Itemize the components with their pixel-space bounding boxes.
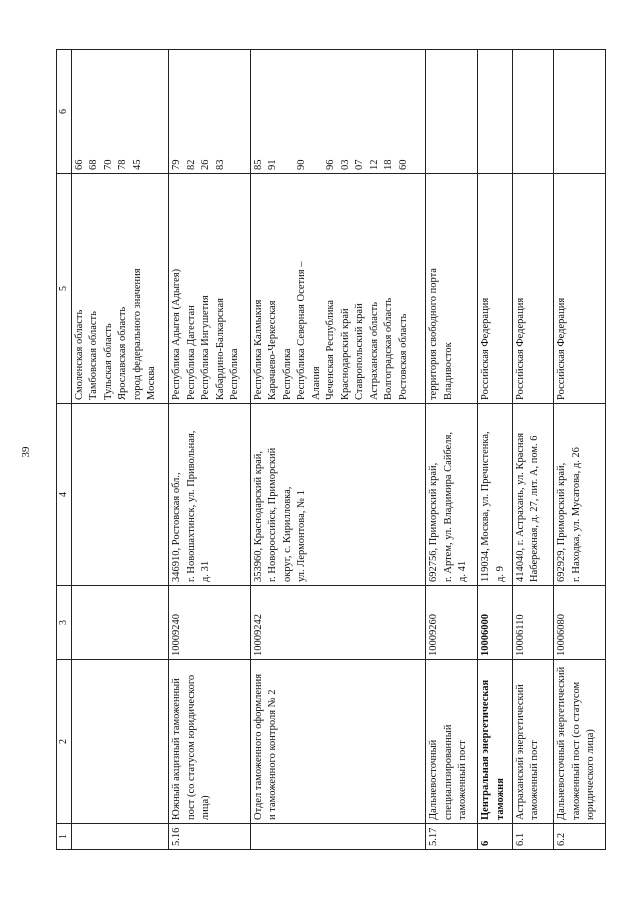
region-codes-cell [72, 50, 169, 174]
name-cell [512, 660, 553, 824]
address-line: д. 31 [200, 560, 212, 582]
region-codes-cell [169, 50, 251, 174]
region-code: 78 [117, 159, 129, 170]
name-line: и таможенного контроля № 2 [267, 689, 279, 820]
name-cell [169, 660, 251, 824]
header-row [57, 50, 72, 850]
address-line: г. Находка, ул. Мусатова, д. 26 [570, 447, 582, 582]
row-number: 5.17 [428, 827, 440, 846]
customs-code: 10009242 [252, 614, 264, 656]
code-cell [250, 586, 426, 660]
name-line: пост (со статусом юридического [185, 674, 197, 820]
row-number: 5.16 [171, 827, 183, 846]
name-cell [426, 660, 478, 824]
region-name: Республика Калмыкия [252, 299, 264, 400]
table-row [250, 50, 426, 850]
region-code: 83 [214, 159, 226, 170]
region-name: Республика Дагестан [185, 305, 197, 400]
region-code: 60 [397, 159, 409, 170]
address-cell [512, 404, 553, 586]
regions-cell [426, 174, 478, 404]
address-line: г. Новороссийск, Приморский [267, 447, 279, 582]
address-line: 353960, Краснодарский край, [252, 450, 264, 582]
address-cell [426, 404, 478, 586]
region-codes-cell [426, 50, 478, 174]
region-code: 18 [383, 159, 395, 170]
row-number: 6.1 [514, 832, 526, 846]
region-name: Республика Северная Осетия – [296, 261, 308, 400]
row-number-cell [169, 824, 251, 850]
address-cell [554, 404, 606, 586]
row-number-cell [478, 824, 513, 850]
region-code: 85 [252, 159, 264, 170]
region-code [145, 53, 159, 170]
address-cell [478, 404, 513, 586]
customs-table-rotated [56, 50, 606, 850]
address-line: г. Новошахтинск, ул. Привольная, [185, 430, 197, 582]
customs-code: 10009260 [428, 614, 440, 656]
address-line: д. 9 [494, 566, 506, 582]
region-code: 07 [354, 159, 366, 170]
name-line: таможенный пост [529, 740, 541, 820]
address-cell [250, 404, 426, 586]
header-col-6: 6 [57, 50, 72, 174]
region-name: Ярославская область [117, 306, 129, 400]
region-code: 03 [339, 159, 351, 170]
region-codes-cell [512, 50, 553, 174]
region-name: Республика Ингушетия [200, 295, 212, 400]
customs-code: 10006110 [514, 614, 526, 656]
regions-cell [72, 174, 169, 404]
region-code [228, 53, 242, 170]
name-line: специализированный [442, 724, 454, 820]
address-line: 692756, Приморский край, [428, 462, 440, 582]
code-cell [72, 586, 169, 660]
row-number-cell [426, 824, 478, 850]
region-name: Кабардино-Балкарская [214, 298, 226, 400]
page-number: 39 [20, 446, 32, 458]
address-line: 692929, Приморский край, [556, 462, 568, 582]
region-name: Российская Федерация [480, 297, 492, 400]
name-line: таможенный пост [457, 740, 469, 820]
region-name: Карачаево-Черкесская [267, 300, 279, 400]
region-name: город федерального значения [131, 268, 143, 400]
name-line: Южный акцизный таможенный [171, 678, 183, 820]
regions-cell [169, 174, 251, 404]
customs-code: 10006080 [556, 614, 568, 656]
code-cell [512, 586, 553, 660]
header-col-5: 5 [57, 174, 72, 404]
region-code: 68 [88, 159, 100, 170]
name-cell [250, 660, 426, 824]
table-row [169, 50, 251, 850]
region-code: 45 [131, 159, 143, 170]
code-cell [478, 586, 513, 660]
address-cell [72, 404, 169, 586]
region-name: Астраханская область [368, 302, 380, 400]
row-number: 6.2 [556, 832, 568, 846]
region-name: Ставропольский край [354, 303, 366, 400]
regions-cell [554, 174, 606, 404]
region-code: 96 [325, 159, 337, 170]
region-name: Республика Адыгея (Адыгея) [171, 268, 183, 400]
header-col-1: 1 [57, 824, 72, 850]
table-body [72, 50, 606, 850]
region-codes-cell [250, 50, 426, 174]
code-cell [169, 586, 251, 660]
name-line: Дальневосточный энергетический [556, 666, 568, 820]
region-codes-cell [554, 50, 606, 174]
row-number-cell [72, 824, 169, 850]
table-row [512, 50, 553, 850]
region-name: Российская Федерация [556, 297, 568, 400]
regions-cell [512, 174, 553, 404]
region-name: Ростовская область [397, 313, 409, 400]
region-code [310, 53, 324, 170]
table-row [426, 50, 478, 850]
region-name: Тамбовская область [88, 311, 100, 400]
name-line: таможенный пост (со статусом [570, 681, 582, 820]
region-name: Республика [229, 348, 241, 400]
region-code: 26 [200, 159, 212, 170]
address-cell [169, 404, 251, 586]
name-cell [478, 660, 513, 824]
name-line: Дальневосточный [428, 739, 440, 820]
row-number-cell [512, 824, 553, 850]
name-line: Астраханский энергетический [514, 684, 526, 820]
address-line: г. Артем, ул. Владимира Сайбеля, [442, 432, 454, 582]
table-row [478, 50, 513, 850]
regions-cell [250, 174, 426, 404]
region-name: территория свободного порта [428, 268, 440, 400]
code-cell [426, 586, 478, 660]
address-line: 346910, Ростовская обл., [171, 472, 183, 582]
region-name: Республика [281, 348, 293, 400]
customs-code: 10009240 [171, 614, 183, 656]
name-line: лица) [200, 795, 212, 820]
header-col-3: 3 [57, 586, 72, 660]
region-name: Москва [146, 366, 158, 400]
name-line: таможня [494, 778, 506, 820]
header-col-2: 2 [57, 660, 72, 824]
table-row [72, 50, 169, 850]
region-code: 12 [368, 159, 380, 170]
region-code: 90 [296, 159, 308, 170]
name-line: юридического лица) [584, 729, 596, 820]
header-col-4: 4 [57, 404, 72, 586]
region-code: 79 [171, 159, 183, 170]
table-row [554, 50, 606, 850]
row-number: 6 [480, 840, 492, 846]
address-line: ул. Лермонтова, № 1 [296, 490, 308, 582]
address-line: д. 41 [457, 560, 469, 582]
region-name: Волгоградская область [383, 297, 395, 400]
region-name: Чеченская Республика [325, 299, 337, 400]
region-code: 70 [102, 159, 114, 170]
address-line: округ, с. Кирилловка, [281, 486, 293, 582]
region-name: Смоленская область [74, 309, 85, 400]
name-line: Отдел таможенного оформления [252, 673, 264, 820]
address-line: 119034, Москва, ул. Пречистенка, [480, 431, 492, 582]
region-code: 91 [267, 159, 279, 170]
customs-table [56, 49, 606, 850]
row-number-cell [250, 824, 426, 850]
name-line: Центральная энергетическая [480, 679, 492, 820]
customs-code: 10006000 [480, 614, 492, 656]
region-name: Краснодарский край [339, 308, 351, 400]
address-line: Набережная, д. 27, лит. А, пом. 6 [529, 435, 541, 582]
name-cell [72, 660, 169, 824]
region-name: Владивосток [442, 342, 454, 400]
region-code: 82 [185, 159, 197, 170]
region-name: Тульская область [102, 323, 114, 400]
address-line: 414040, г. Астрахань, ул. Красная [514, 432, 526, 582]
region-name: Российская Федерация [514, 297, 526, 400]
region-name: Алания [310, 366, 322, 400]
name-cell [554, 660, 606, 824]
regions-cell [478, 174, 513, 404]
region-code: 66 [74, 159, 85, 170]
region-codes-cell [478, 50, 513, 174]
row-number-cell [554, 824, 606, 850]
code-cell [554, 586, 606, 660]
region-code [281, 53, 295, 170]
